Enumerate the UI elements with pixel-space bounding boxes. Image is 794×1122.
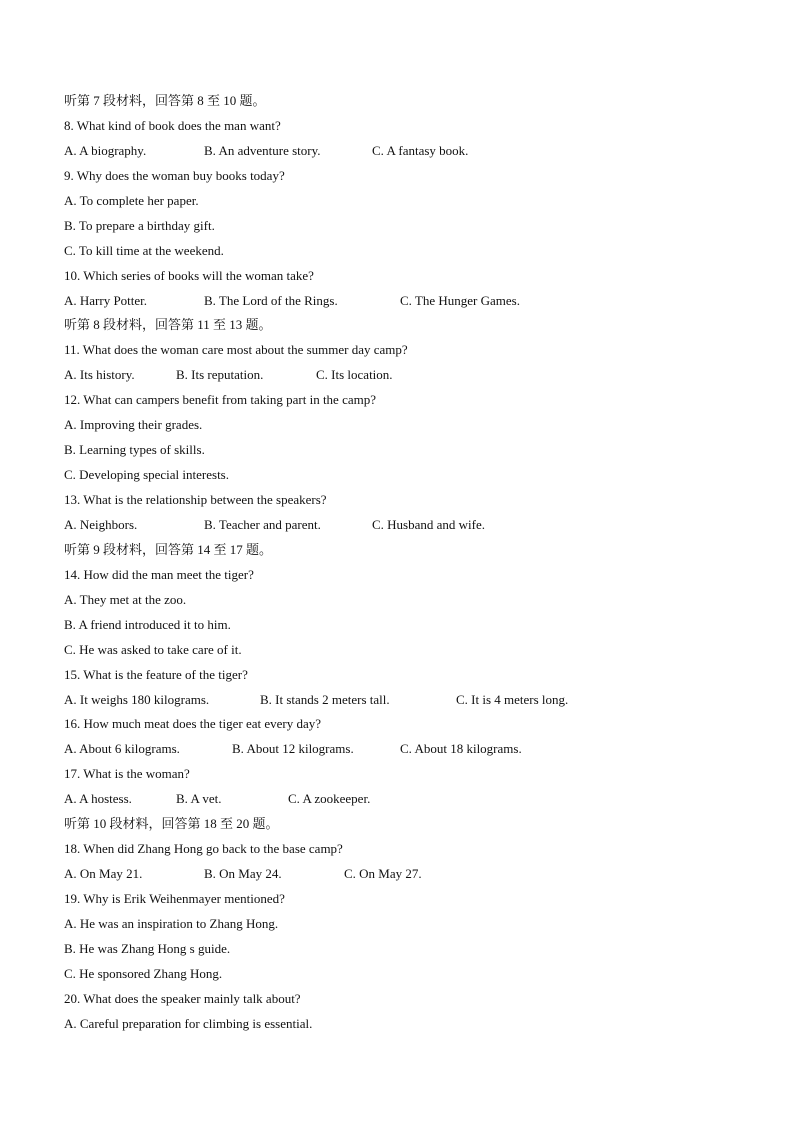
option-a: A. About 6 kilograms. [64, 741, 180, 757]
question-13: 13. What is the relationship between the speakers? [64, 492, 327, 507]
question-19: 19. Why is Erik Weihenmayer mentioned? [64, 891, 285, 906]
option-b: B. The Lord of the Rings. [204, 292, 338, 308]
question-16: 16. How much meat does the tiger eat every day? [64, 716, 322, 732]
option-a: A. A biography. [64, 142, 147, 158]
option-b: B. Its reputation. [176, 367, 264, 383]
question-9: 9. Why does the woman buy books today? [64, 167, 285, 183]
option-a: A. It weighs 180 kilograms. [64, 691, 210, 707]
question-11: 11. What does the woman care most about the summer day camp? [64, 342, 408, 358]
section-heading: 听第 10 段材料，回答第 18 至 20 题。 [64, 816, 279, 832]
option-b: B. Learning types of skills. [64, 442, 205, 458]
option-a: A. Its history. [64, 367, 135, 383]
question-15: 15. What is the feature of the tiger? [64, 666, 248, 682]
option-c: C. About 18 kilograms. [400, 741, 522, 757]
option-a: A. They met at the zoo. [64, 591, 187, 607]
option-b: B. On May 24. [204, 866, 282, 882]
option-a: A. On May 21. [64, 866, 143, 882]
option-a: A. Careful preparation for climbing is essential. [64, 1015, 313, 1031]
section-heading: 听第 9 段材料，回答第 14 至 17 题。 [64, 541, 273, 557]
option-a: A. Harry Potter. [64, 292, 148, 308]
options-row-8 [64, 139, 744, 164]
option-a: A. Neighbors. [64, 516, 138, 532]
exam-page [64, 89, 744, 1037]
options-row-15 [64, 688, 744, 713]
question-10: 10. Which series of books will the woman take? [64, 267, 314, 283]
question-17: 17. What is the woman? [64, 766, 190, 782]
section-heading: 听第 8 段材料，回答第 11 至 13 题。 [64, 317, 272, 333]
options-row-10 [64, 289, 744, 314]
options-row-18 [64, 862, 744, 887]
question-12: 12. What can campers benefit from taking part in the camp? [64, 392, 376, 408]
options-row-16 [64, 737, 744, 762]
option-c: C. To kill time at the weekend. [64, 242, 224, 258]
option-b: B. To prepare a birthday gift. [64, 217, 215, 233]
option-c: C. He was asked to take care of it. [64, 641, 242, 657]
option-b: B. An adventure story. [204, 142, 321, 158]
option-c: C. The Hunger Games. [400, 292, 520, 308]
option-a: A. He was an inspiration to Zhang Hong. [64, 915, 279, 931]
option-c: C. On May 27. [344, 866, 422, 882]
option-c: C. A fantasy book. [372, 142, 469, 158]
option-a: A. Improving their grades. [64, 417, 203, 433]
option-b: B. About 12 kilograms. [232, 741, 354, 757]
option-c: C. He sponsored Zhang Hong. [64, 965, 223, 981]
question-8: 8. What kind of book does the man want? [64, 117, 281, 133]
option-b: B. A friend introduced it to him. [64, 616, 231, 632]
option-c: C. It is 4 meters long. [456, 691, 569, 707]
question-20: 20. What does the speaker mainly talk about? [64, 990, 301, 1006]
option-a: A. A hostess. [64, 791, 132, 807]
option-a: A. To complete her paper. [64, 192, 199, 208]
option-c: C. Husband and wife. [372, 516, 486, 532]
option-b: B. It stands 2 meters tall. [260, 691, 390, 707]
option-c: C. Developing special interests. [64, 467, 229, 483]
option-c: C. Its location. [316, 367, 393, 383]
question-18: 18. When did Zhang Hong go back to the base camp? [64, 841, 343, 857]
option-b: B. Teacher and parent. [204, 516, 321, 532]
option-b: B. A vet. [176, 791, 222, 807]
options-row-11 [64, 363, 744, 388]
option-c: C. A zookeeper. [288, 791, 371, 807]
section-heading: 听第 7 段材料，回答第 8 至 10 题。 [64, 93, 266, 108]
question-14: 14. How did the man meet the tiger? [64, 566, 254, 582]
option-b: B. He was Zhang Hong s guide. [64, 940, 231, 956]
options-row-13 [64, 513, 744, 538]
options-row-17 [64, 787, 744, 812]
